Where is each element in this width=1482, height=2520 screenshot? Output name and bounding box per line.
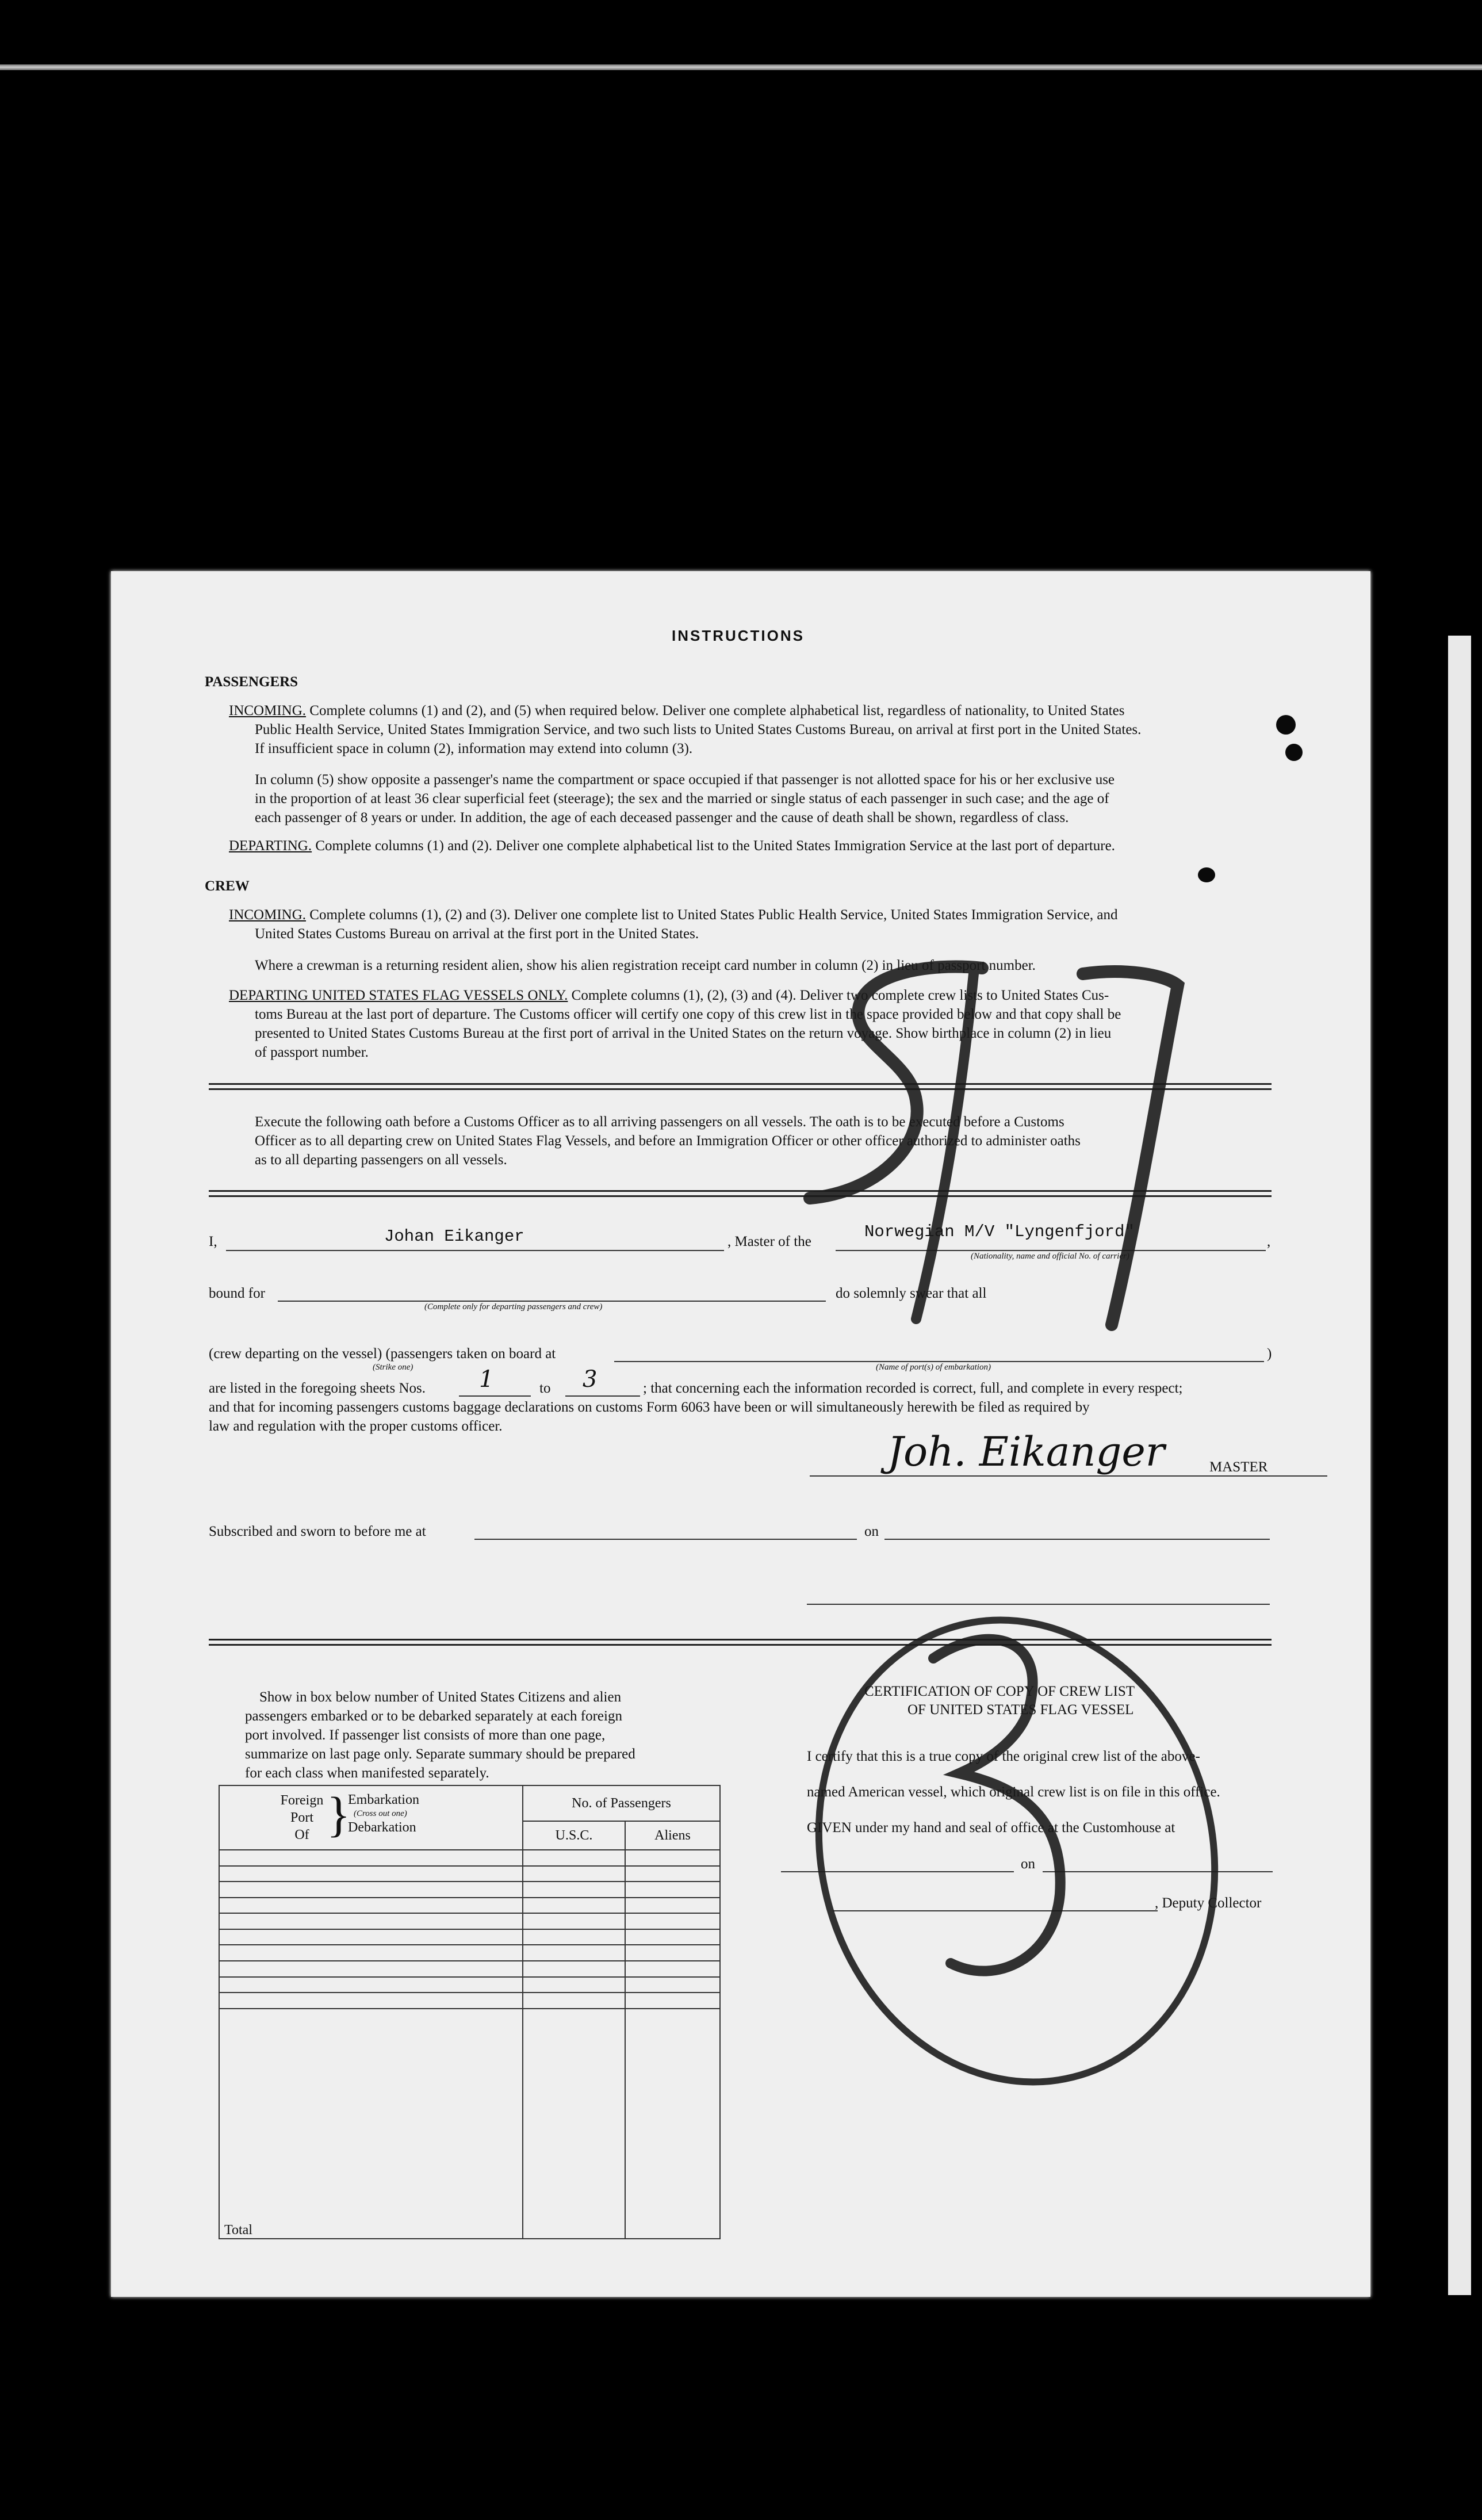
- certification-line3: GIVEN under my hand and seal of office at the Customhouse at: [807, 1820, 1175, 1835]
- incoming-declaration-line: and that for incoming passengers customs baggage declarations on customs Form 6063 have been or will simultaneously herewith be filed as required by: [209, 1399, 1090, 1415]
- sheet-from: 1: [479, 1366, 494, 1393]
- vessel-name: Norwegian M/V "Lyngenfjord": [864, 1222, 1135, 1241]
- grease-3-stroke: [933, 1639, 1060, 1971]
- grease-slash-stroke: [916, 974, 974, 1319]
- passengers-incoming-line1: INCOMING. Complete columns (1) and (2), and (5) when required below. Deliver one complete alphabetical list, regardless of nationality, to United States: [229, 703, 1125, 718]
- grease-circle-stroke: [771, 1578, 1263, 2124]
- large-number-annotation: [111, 571, 112, 572]
- port-header-cell: Foreign Port Of } Embarkation (Cross out one) Debarkation: [219, 1785, 523, 1850]
- document-page: [111, 571, 1370, 2297]
- port-caption: (Name of port(s) of embarkation): [876, 1363, 991, 1372]
- certification-line1: I certify that this is a true copy of the original crew list of the above-: [807, 1749, 1200, 1764]
- bound-for-caption: (Complete only for departing passengers and crew): [424, 1302, 603, 1311]
- crew-departing-text: (crew departing on the vessel) (passengers taken on board at: [209, 1346, 556, 1362]
- close-paren: ): [1267, 1346, 1272, 1362]
- crew-departing-line4: of passport number.: [255, 1045, 369, 1060]
- embarkation-label: Embarkation: [348, 1792, 419, 1807]
- crew-departing-line2: toms Bureau at the last port of departure. The Customs officer will certify one copy of this crew list in the space provided below and that copy shall be: [255, 1007, 1121, 1022]
- usc-header: U.S.C.: [523, 1821, 625, 1850]
- column5-line3: each passenger of 8 years or under. In addition, the age of each deceased passenger and the cause of death shall be shown, regardless of class.: [255, 810, 1069, 825]
- oath-i-label: I,: [209, 1234, 217, 1249]
- crew-incoming-line2: United States Customs Bureau on arrival at the first port in the United States.: [255, 926, 699, 942]
- of-label: Of: [294, 1827, 309, 1842]
- subscribed-label: Subscribed and sworn to before me at: [209, 1524, 426, 1539]
- summary-instructions-line3: port involved. If passenger list consists of more than one page,: [245, 1727, 606, 1743]
- oath-instructions-line3: as to all departing passengers on all vessels.: [255, 1152, 507, 1168]
- summary-instructions-line4: summarize on last page only. Separate summary should be prepared: [245, 1746, 635, 1762]
- law-line: law and regulation with the proper customs officer.: [209, 1418, 503, 1434]
- certification-on-label: on: [1021, 1856, 1035, 1872]
- certification-title-line1: CERTIFICATION OF COPY OF CREW LIST: [864, 1684, 1135, 1699]
- vessel-comma: ,: [1267, 1234, 1271, 1249]
- swear-text: do solemnly swear that all: [836, 1286, 987, 1301]
- oath-instructions-line1: Execute the following oath before a Customs Officer as to all arriving passengers on all vessels. The oath is to be executed before a Customs: [255, 1114, 1064, 1130]
- bound-for-label: bound for: [209, 1286, 265, 1301]
- scan-top-edge: [0, 64, 1482, 70]
- scan-side-strip: [1448, 636, 1471, 2295]
- deputy-collector-label: , Deputy Collector: [1155, 1895, 1262, 1911]
- grease-7-stroke: [1083, 972, 1178, 1325]
- master-name: Johan Eikanger: [384, 1227, 524, 1246]
- passengers-incoming-line2: Public Health Service, United States Immigration Service, and two such lists to United States Customs Bureau, on arrival at first port in the United States.: [255, 722, 1142, 737]
- sheet-to: 3: [583, 1366, 598, 1393]
- crew-incoming-line1: INCOMING. Complete columns (1), (2) and (3). Deliver one complete list to United States Public Health Service, United States Immigration Service, and: [229, 907, 1118, 923]
- sheets-rest: ; that concerning each the information recorded is correct, full, and complete in every respect;: [643, 1381, 1183, 1396]
- oath-instructions-line2: Officer as to all departing crew on United States Flag Vessels, and before an Immigration Officer or other officer authorized to administer oaths: [255, 1133, 1081, 1149]
- master-label: MASTER: [1209, 1459, 1268, 1475]
- sheets-label: are listed in the foregoing sheets Nos.: [209, 1381, 426, 1396]
- page-title: INSTRUCTIONS: [672, 627, 805, 644]
- no-of-passengers-header: No. of Passengers: [523, 1785, 720, 1821]
- aliens-header: Aliens: [625, 1821, 720, 1850]
- master-of-label: , Master of the: [727, 1234, 811, 1249]
- cross-out-label: (Cross out one): [354, 1809, 407, 1818]
- vessel-caption: (Nationality, name and official No. of carrier): [971, 1252, 1129, 1261]
- total-label: Total: [219, 2009, 523, 2239]
- column5-line2: in the proportion of at least 36 clear superficial feet (steerage); the sex and the married or single status of each passenger in such case; and the age of: [255, 791, 1109, 806]
- crew-departing-line3: presented to United States Customs Bureau at the first port of arrival in the United States on the return voyage. Show birthplace in column (2) in lieu: [255, 1026, 1112, 1041]
- crew-heading: CREW: [205, 878, 250, 894]
- foreign-label: Foreign: [280, 1793, 324, 1808]
- passengers-heading: PASSENGERS: [205, 674, 298, 690]
- annotation-readouts: [111, 571, 112, 572]
- crew-departing-line1: DEPARTING UNITED STATES FLAG VESSELS ONLY. Complete columns (1), (2), (3) and (4). Deliver two complete crew lists to United States Cus-: [229, 988, 1109, 1003]
- certification-title-line2: OF UNITED STATES FLAG VESSEL: [907, 1702, 1134, 1718]
- summary-instructions-line2: passengers embarked or to be debarked separately at each foreign: [245, 1708, 622, 1724]
- master-signature: Joh. Eikanger: [887, 1428, 1165, 1475]
- summary-instructions-line1: Show in box below number of United States Citizens and alien: [259, 1689, 622, 1705]
- debarkation-label: Debarkation: [348, 1820, 416, 1835]
- column5-line1: In column (5) show opposite a passenger's name the compartment or space occupied if that passenger is not allotted space for his or her exclusive use: [255, 772, 1115, 787]
- subscribed-on-label: on: [864, 1524, 879, 1539]
- port-label: Port: [290, 1810, 313, 1825]
- to-label: to: [539, 1381, 551, 1396]
- summary-instructions-line5: for each class when manifested separately.: [245, 1765, 489, 1781]
- handwritten-annotations: [111, 571, 1370, 2297]
- passengers-incoming-line3: If insufficient space in column (2), information may extend into column (3).: [255, 741, 693, 756]
- passengers-departing: DEPARTING. Complete columns (1) and (2). Deliver one complete alphabetical list to the United States Immigration Service at the last port of departure.: [229, 838, 1115, 854]
- certification-line2: named American vessel, which original crew list is on file in this office.: [807, 1784, 1220, 1800]
- strike-caption: (Strike one): [373, 1363, 413, 1372]
- crew-resident-text: Where a crewman is a returning resident alien, show his alien registration receipt card number in column (2) in lieu of passport number.: [255, 958, 1036, 973]
